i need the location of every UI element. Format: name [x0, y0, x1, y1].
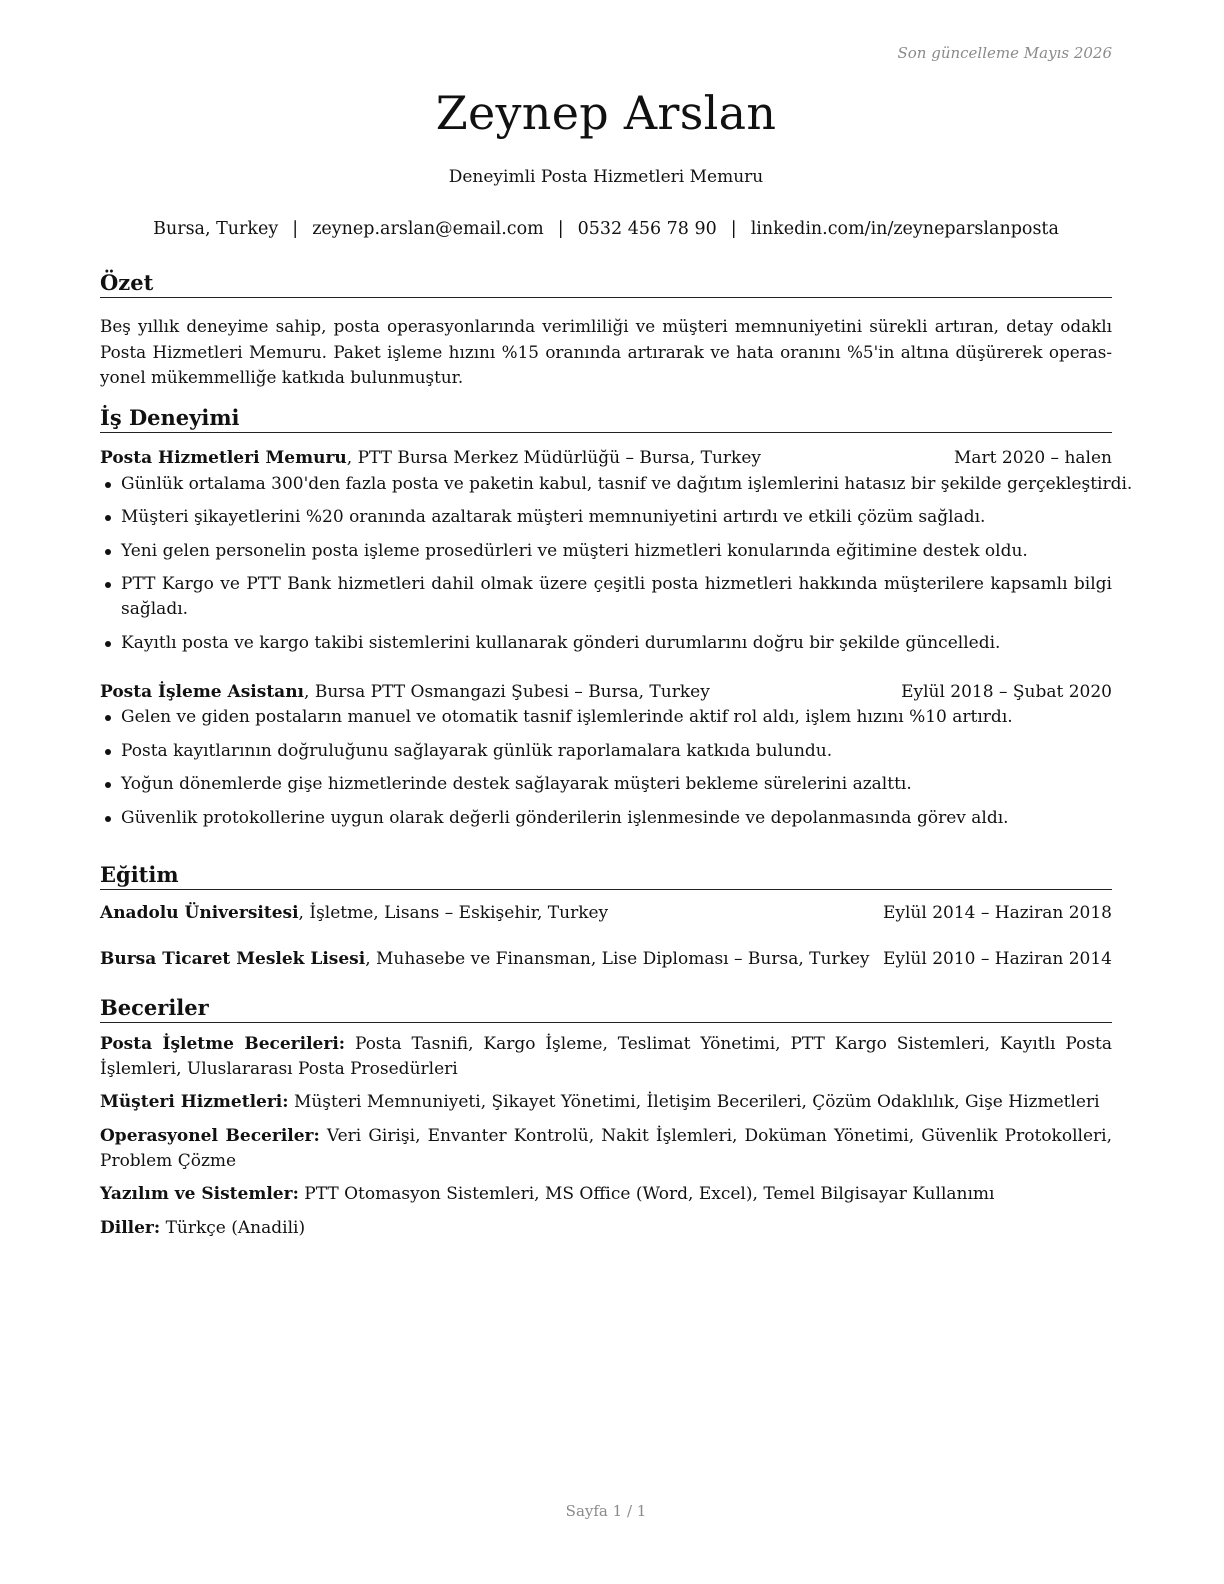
job-role: Posta İşleme Asistanı: [100, 681, 305, 702]
job-org: , Bursa PTT Osmangazi Şubesi – Bursa, Turkey: [304, 681, 710, 702]
resume-page: [100, 0, 1133, 1584]
contact-separator: |: [557, 219, 564, 239]
contact-linkedin[interactable]: linkedin.com/in/zeyneparslanposta: [750, 219, 1059, 239]
contact-phone[interactable]: 0532 456 78 90: [577, 219, 717, 239]
page-number: Sayfa 1 / 1: [565, 1502, 647, 1520]
job-bullets: [100, 705, 1112, 831]
skill-row: [100, 1090, 1112, 1115]
job-bullet: Güvenlik protokollerine uygun olarak değerli gönderilerin işlenmesinde ve depolanmasında görev aldı.: [100, 806, 1112, 831]
section-title-education: Eğitim: [100, 862, 1112, 890]
skills-list: [100, 1032, 1112, 1241]
job-bullets: [100, 472, 1133, 656]
education-entry: [100, 949, 1112, 969]
job-role: Posta Hizmetleri Memuru: [100, 448, 347, 468]
job-dates: Mart 2020 – halen: [953, 448, 1112, 468]
job-entry: [100, 448, 1133, 656]
contact-separator: |: [292, 219, 299, 239]
skill-value: Veri Girişi, Envanter Kontrolü, Nakit İşlemleri, Doküman Yönetimi, Güvenlik Protokolleri, Problem Çözme: [100, 1125, 1112, 1171]
job-bullet: Gelen ve giden postaların manuel ve otomatik tasnif işlemlerinde aktif rol aldı, işlem hızını %10 artırdı.: [100, 705, 1112, 730]
skill-label: Yazılım ve Sistemler:: [100, 1184, 299, 1204]
section-title-experience: İş Deneyimi: [100, 405, 1112, 433]
section-title-skills: Beceriler: [100, 995, 1112, 1023]
skill-row: [100, 1124, 1112, 1174]
job-bullet: Yoğun dönemlerde gişe hizmetlerinde destek sağlayarak müşteri bekleme sürelerini azalttı.: [100, 772, 1112, 797]
job-header: [100, 448, 1112, 468]
summary-section: [100, 270, 1112, 391]
skill-label: Posta İşletme Becerileri:: [100, 1033, 346, 1054]
job-bullet: PTT Kargo ve PTT Bank hizmetleri dahil olmak üzere çeşitli posta hizmetleri hakkında müşterilere kapsamlı bilgi sağladı.: [100, 572, 1112, 622]
summary-text: Beş yıllık deneyime sahip, posta operasyonlarında verimliliği ve müşteri memnuniyetini sürekli artıran, detay odaklı Posta Hizmetleri Memuru. Paket işleme hızını %15 oranında artırarak ve hata oranını %5'in altına düşürerek operasyonel mükemmelliğe katkıda bulunmuştur.: [100, 316, 1112, 387]
education-detail: , Muhasebe ve Finansman, Lise Diploması – Bursa, Turkey: [365, 949, 870, 969]
education-detail: , İşletme, Lisans – Eskişehir, Turkey: [298, 903, 609, 923]
job-org: , PTT Bursa Merkez Müdürlüğü – Bursa, Turkey: [346, 448, 762, 468]
candidate-headline: Deneyimli Posta Hizmetleri Memuru: [448, 167, 764, 187]
skill-row: [100, 1032, 1112, 1082]
skills-section: [100, 995, 1112, 1241]
education-school: Anadolu Üniversitesi: [100, 903, 299, 923]
skill-value: PTT Otomasyon Sistemleri, MS Office (Word, Excel), Temel Bilgisayar Kullanımı: [298, 1184, 995, 1204]
education-school: Bursa Ticaret Meslek Lisesi: [100, 949, 366, 969]
education-section: [100, 862, 1112, 969]
skill-row: [100, 1182, 1112, 1207]
job-bullet: Günlük ortalama 300'den fazla posta ve paketin kabul, tasnif ve dağıtım işlemlerini hatasız bir şekilde gerçekleştirdi.: [100, 472, 1112, 497]
skill-value: Posta Tasnifi, Kargo İşleme, Teslimat Yönetimi, PTT Kargo Sistemleri, Kayıtlı Posta İşlemleri, Uluslararası Posta Prosedürleri: [100, 1033, 1113, 1079]
job-header: [100, 682, 1112, 702]
skill-value: Türkçe (Anadili): [160, 1217, 306, 1238]
education-dates: Eylül 2010 – Haziran 2014: [882, 949, 1112, 969]
skill-label: Operasyonel Beceriler:: [100, 1125, 320, 1146]
skill-label: Diller:: [100, 1217, 161, 1238]
job-bullet: Müşteri şikayetlerini %20 oranında azaltarak müşteri memnuniyetini artırdı ve etkili çözüm sağladı.: [100, 505, 1112, 530]
candidate-name: Zeynep Arslan: [435, 86, 777, 140]
education-entry: [100, 903, 1112, 923]
contact-location: Bursa, Turkey: [153, 219, 279, 239]
experience-section: [100, 405, 1133, 831]
contact-email[interactable]: zeynep.arslan@email.com: [312, 219, 544, 239]
job-bullet: Kayıtlı posta ve kargo takibi sistemlerini kullanarak gönderi durumlarını doğru bir şekilde güncelledi.: [100, 631, 1112, 656]
last-updated: Son güncelleme Mayıs 2026: [897, 44, 1112, 62]
section-title-summary: Özet: [100, 270, 1112, 298]
skill-label: Müşteri Hizmetleri:: [100, 1092, 289, 1112]
job-dates: Eylül 2018 – Şubat 2020: [901, 681, 1112, 702]
contact-line: [100, 219, 1112, 239]
education-dates: Eylül 2014 – Haziran 2018: [882, 903, 1112, 923]
job-bullet: Yeni gelen personelin posta işleme prosedürleri ve müşteri hizmetleri konularında eğitimine destek oldu.: [100, 539, 1112, 564]
job-bullet: Posta kayıtlarının doğruluğunu sağlayarak günlük raporlamalara katkıda bulundu.: [100, 739, 1112, 764]
job-entry: [100, 682, 1112, 831]
skill-value: Müşteri Memnuniyeti, Şikayet Yönetimi, İletişim Becerileri, Çözüm Odaklılık, Gişe Hizmetleri: [288, 1092, 1100, 1112]
contact-separator: |: [730, 219, 737, 239]
skill-row: [100, 1216, 1112, 1241]
